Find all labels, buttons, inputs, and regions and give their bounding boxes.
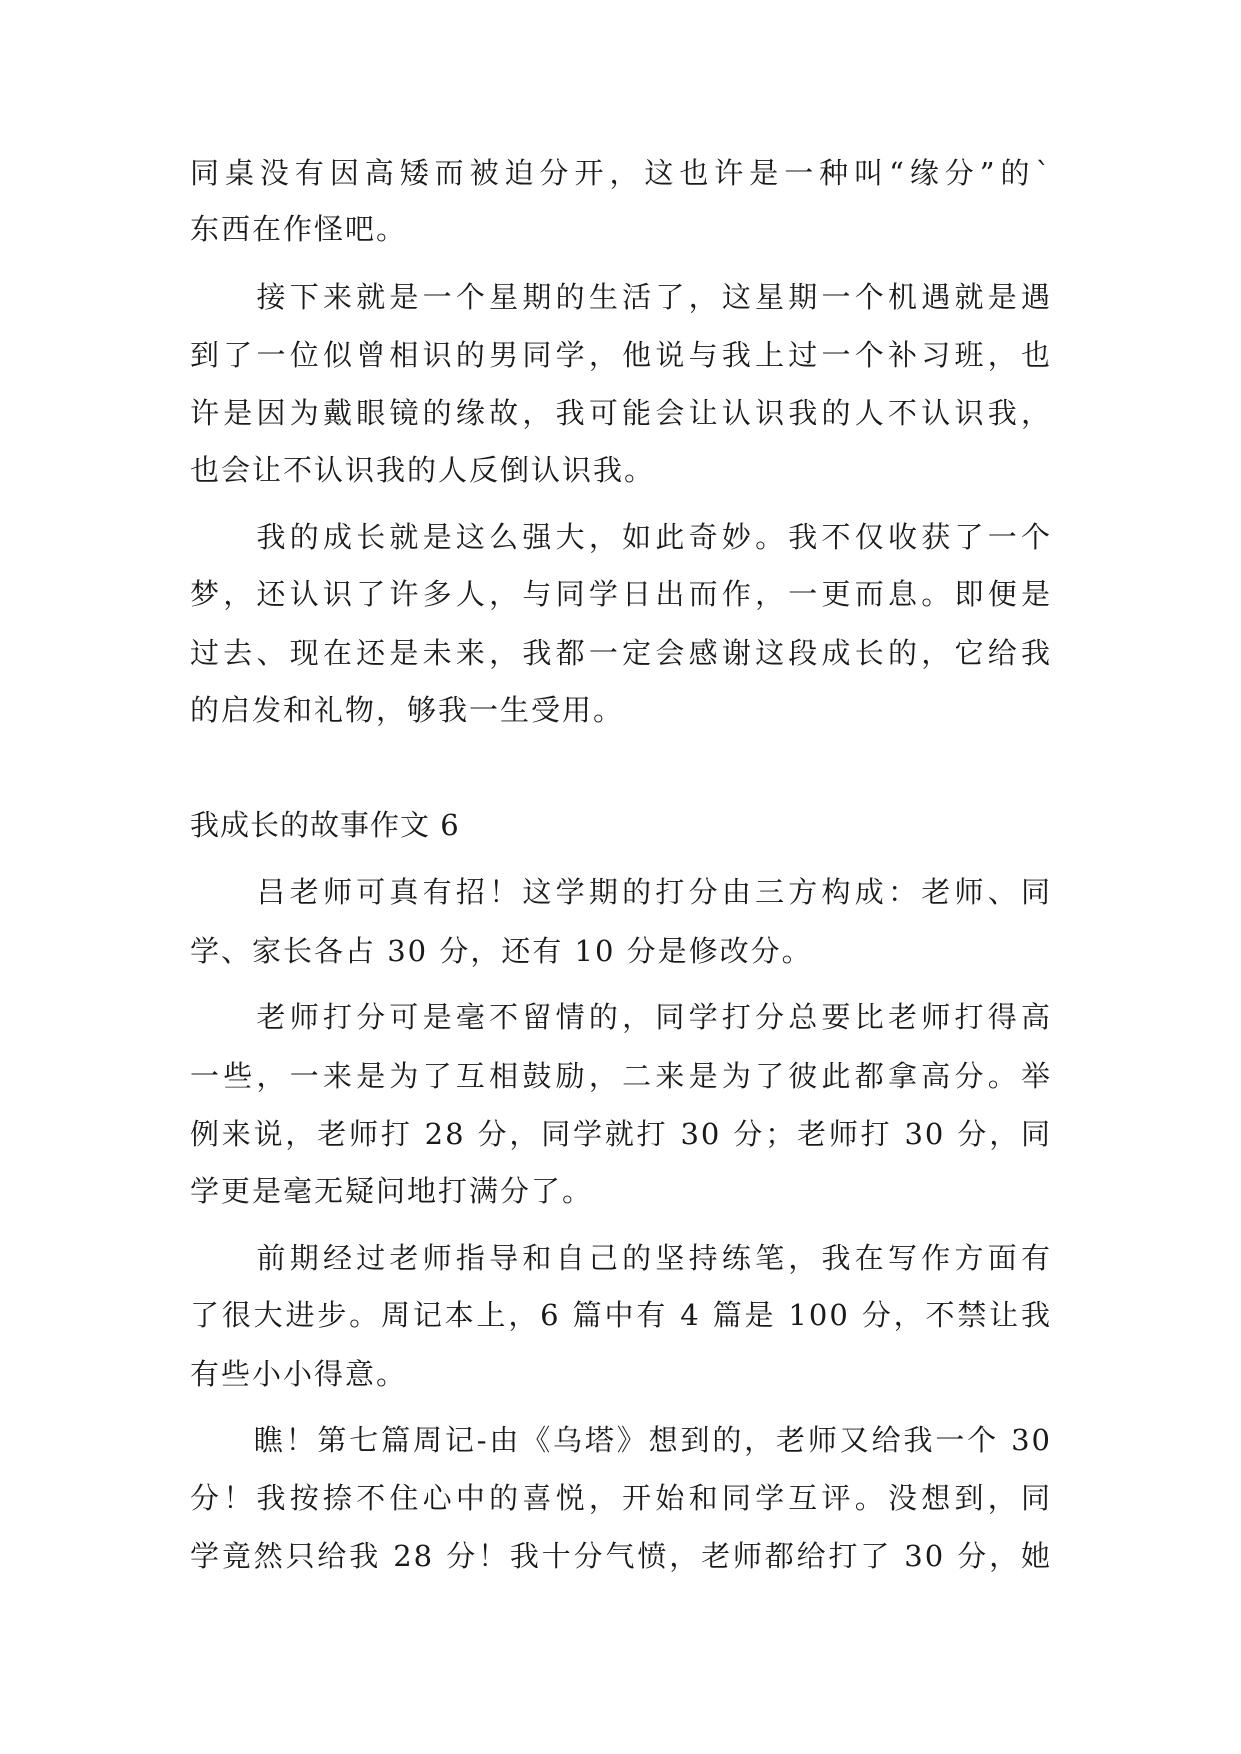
text-line: 许是因为戴眼镜的缘故，我可能会让认识我的人不认识我， (190, 396, 1052, 430)
text-line: 过去、现在还是未来，我都一定会感谢这段成长的，它给我 (190, 636, 1052, 670)
text-line: 例来说，老师打 28 分，同学就打 30 分；老师打 30 分，同 (190, 1117, 1052, 1151)
text-line: 同桌没有因高矮而被迫分开，这也许是一种叫“缘分”的` (190, 156, 1052, 190)
text-line: 我的成长就是这么强大，如此奇妙。我不仅收获了一个 (190, 520, 1052, 554)
section-heading: 我成长的故事作文 6 (190, 808, 460, 842)
text-line: 学、家长各占 30 分，还有 10 分是修改分。 (190, 934, 813, 968)
text-line: 瞧！第七篇周记-由《乌塔》想到的，老师又给我一个 30 (190, 1423, 1052, 1457)
text-line: 有些小小得意。 (190, 1357, 408, 1391)
text-line: 梦，还认识了许多人，与同学日出而作，一更而息。即便是 (190, 577, 1052, 611)
text-line: 到了一位似曾相识的男同学，他说与我上过一个补习班，也 (190, 338, 1052, 372)
text-line: 分！我按捺不住心中的喜悦，开始和同学互评。没想到，同 (190, 1481, 1052, 1515)
text-line: 学竟然只给我 28 分！我十分气愤，老师都给打了 30 分，她 (190, 1539, 1052, 1573)
text-line: 老师打分可是毫不留情的，同学打分总要比老师打得高 (190, 1000, 1052, 1034)
text-line: 吕老师可真有招！这学期的打分由三方构成：老师、同 (190, 875, 1052, 909)
text-line: 接下来就是一个星期的生活了，这星期一个机遇就是遇 (190, 280, 1052, 314)
text-line: 学更是毫无疑问地打满分了。 (190, 1174, 594, 1208)
text-line: 了很大进步。周记本上，6 篇中有 4 篇是 100 分，不禁让我 (190, 1298, 1052, 1332)
text-line: 的启发和礼物，够我一生受用。 (190, 693, 625, 727)
text-line: 前期经过老师指导和自己的坚持练笔，我在写作方面有 (190, 1241, 1052, 1275)
text-line: 一些，一来是为了互相鼓励，二来是为了彼此都拿高分。举 (190, 1059, 1052, 1093)
text-line: 也会让不认识我的人反倒认识我。 (190, 453, 656, 487)
text-line: 东西在作怪吧。 (190, 212, 408, 246)
